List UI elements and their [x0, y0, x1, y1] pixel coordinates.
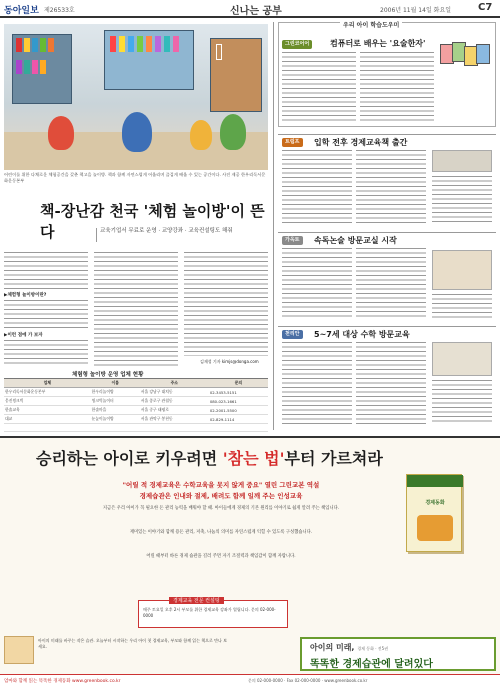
- table-cell: [91, 424, 140, 432]
- child-figure: [48, 116, 74, 150]
- table-cell: 씽크빅놀이터: [91, 397, 140, 406]
- company-tag: 천리안: [282, 330, 303, 339]
- table-cell: 02-2001-5500: [209, 406, 268, 415]
- company-tag: 그린코어어: [282, 40, 312, 49]
- table-cell: 한우리독서문화운동본부: [4, 388, 91, 397]
- body-text-column: [356, 150, 426, 224]
- tutoring-photo: [432, 342, 492, 376]
- table-header-cell: 업체: [4, 379, 91, 388]
- table-cell: 서울 관악구 봉천동: [140, 415, 209, 424]
- child-figure: [220, 114, 246, 150]
- section-title: 신나는 공부: [230, 6, 282, 17]
- table-header-cell: 이름: [91, 379, 140, 388]
- book: [216, 44, 222, 60]
- slogan-line-1: [310, 642, 388, 653]
- table-header-cell: 주소: [140, 379, 209, 388]
- class-photo: [432, 250, 492, 290]
- item-title: 속독논술 방문교실 시작: [314, 236, 397, 245]
- ad-red-line: 경제습관은 인내와 절제, 배려도 함께 일깨 주는 인성교육: [139, 492, 303, 500]
- ad-headline: [36, 446, 383, 469]
- ad-headline-prefix: 승리하는 아이로 키우려면: [36, 449, 223, 468]
- table-row: [4, 415, 268, 424]
- promo-text: 아이의 미래를 바꾸는 작은 습관. 오늘부터 시작하는 우리 아이 첫 경제교육, 부모와 함께 읽는 책으로 만나 보세요.: [38, 638, 228, 649]
- ad-slogan-box: [300, 637, 496, 671]
- body-text-column: [432, 176, 492, 224]
- book-cover-image: [406, 474, 462, 552]
- book: [32, 38, 38, 52]
- ad-paragraph: 어릴 때부터 바른 경제 습관을 길러 주면 자기 조절력과 책임감이 함께 자랍니다.: [146, 554, 296, 559]
- book: [48, 38, 54, 52]
- article-subhead: [96, 228, 276, 235]
- table-cell: [4, 424, 91, 432]
- book: [110, 36, 116, 52]
- byline: 김재성 기자 kimjs@donga.com: [200, 359, 259, 364]
- question-heading: ▶체험형 놀이방이란?: [4, 293, 47, 298]
- body-text-column: [4, 340, 88, 366]
- table-row: [4, 424, 268, 432]
- section-divider: [278, 134, 496, 135]
- body-text-column: [360, 52, 434, 122]
- ad-red-line: "어릴 적 경제교육은 수학교육을 못지 않게 중요" 열린 그린교본 역설: [122, 481, 320, 489]
- company-tag: 트럼프: [282, 138, 303, 147]
- body-text-column: [184, 252, 268, 356]
- body-text-column: [282, 150, 352, 224]
- ad-info-box-text: 매주 토요일 오후 2시 부모를 위한 경제교육 강좌가 열립니다. 문의 02-000-0000: [143, 607, 276, 618]
- body-text-column: [282, 52, 356, 122]
- company-tag: 가옥토: [282, 236, 303, 245]
- question-heading: ▶이런 점에 가 보자: [4, 333, 43, 338]
- table-cell: 한솔교육: [4, 406, 91, 415]
- child-figure: [122, 112, 152, 152]
- table-header-row: [4, 379, 268, 388]
- body-text-column: [432, 294, 492, 320]
- book: [40, 60, 46, 74]
- table-row: [4, 406, 268, 415]
- ad-paragraph: 지금은 우리 아이가 꼭 필요한 돈 관리 능력을 배워야 할 때. 아이들에게 경제의 기본 원리를 이야기로 쉽게 알려 주는 책입니다.: [102, 506, 340, 511]
- footer-left-text: 엄마와 함께 읽는 똑똑한 경제동화 www.greenbook.co.kr: [4, 679, 121, 684]
- section-divider: [278, 326, 496, 327]
- column-divider: [273, 22, 274, 430]
- table-cell: 02-3453-5151: [209, 388, 268, 397]
- ad-footer: [0, 674, 500, 691]
- subhead-line-1: 교육기업서 무료로 운영 · 교양강좌 · 교육컨설팅도 해줘: [100, 228, 233, 234]
- ad-info-box-heading: 경제교육 전문 컨설팅: [169, 597, 224, 604]
- book: [24, 38, 30, 52]
- ad-info-box: [138, 600, 288, 628]
- book-cover: [476, 44, 490, 64]
- slogan-line-2: 똑똑한 경제습관에 달려있다: [310, 659, 433, 670]
- table-cell: 서울 중구 태평로: [140, 406, 209, 415]
- table-row: [4, 388, 268, 397]
- slogan-text: 아이의 미래,: [310, 643, 355, 652]
- table-cell: 웅진씽크빅: [4, 397, 91, 406]
- cover-illustration: [417, 515, 453, 541]
- section-divider: [278, 232, 496, 233]
- book: [40, 38, 46, 52]
- cover-band: [407, 475, 463, 487]
- newspaper-logo: 동아일보: [4, 6, 39, 16]
- book: [155, 36, 161, 52]
- item-title: 컴퓨터로 배우는 '요술한자': [330, 39, 426, 48]
- table-cell: 한솔마을: [91, 406, 140, 415]
- table-cell: 02-829-1114: [209, 415, 268, 424]
- book-product-image: [440, 40, 492, 82]
- table-cell: [209, 424, 268, 432]
- issue-date: 2006년 11월 14일 화요일: [380, 7, 452, 14]
- table-cell: [140, 424, 209, 432]
- book: [128, 36, 134, 52]
- ad-bottom-promo: [4, 636, 230, 670]
- body-text-column: [282, 248, 352, 320]
- issue-number: 제26533호: [44, 7, 75, 14]
- book: [164, 36, 170, 52]
- item-title: 5~7세 대상 수학 방문교육: [314, 330, 410, 339]
- book: [32, 60, 38, 74]
- book: [137, 36, 143, 52]
- child-figure: [190, 120, 212, 150]
- playroom-photo: [4, 24, 268, 170]
- body-text-column: [356, 342, 426, 424]
- book: [146, 36, 152, 52]
- book: [173, 36, 179, 52]
- book: [24, 60, 30, 74]
- book: [16, 38, 22, 52]
- table-title: 체험형 놀이방 운영 업체 현황: [72, 372, 144, 378]
- table-cell: 080-023-1661: [209, 397, 268, 406]
- table-cell: 눈높이놀이방: [91, 415, 140, 424]
- ad-headline-accent: '참는 법': [222, 449, 285, 468]
- footer-right-text: 문의 02-000-0000 · Fax 02-000-0000 · www.greenbook.co.kr: [248, 678, 368, 683]
- body-text-column: [432, 380, 492, 424]
- article-headline: 책-장난감 천국 '체험 놀이방'이 뜬다: [40, 202, 265, 241]
- body-text-column: [282, 342, 352, 424]
- body-text-column: [4, 252, 88, 290]
- box-title: 우리 아이 학습도우미: [340, 20, 402, 29]
- body-text-column: [356, 248, 426, 320]
- cover-title: 경제동화: [425, 500, 445, 506]
- table-header-cell: 문의: [209, 379, 268, 388]
- table-cell: 서울 종로구 관철동: [140, 397, 209, 406]
- book: [16, 60, 22, 74]
- book: [119, 36, 125, 52]
- book-image: [432, 150, 492, 172]
- ad-paragraph: 재미있는 이야기와 함께 용돈 관리, 저축, 나눔의 의미를 자연스럽게 익힐 수 있도록 구성했습니다.: [129, 530, 313, 535]
- body-text-column: [4, 300, 88, 330]
- slogan-subtext: 경제 동화 · 전5권: [357, 646, 389, 651]
- table-row: [4, 397, 268, 406]
- ad-headline-suffix: 부터 가르쳐라: [284, 449, 383, 468]
- page-number: C7: [478, 2, 493, 13]
- table-cell: 대교: [4, 415, 91, 424]
- photo-caption: 어린이를 위한 다채로운 체험공간을 갖춘 책고을 놀이방. 책과 함께 자연스럽게 어울리며 즐겁게 배울 수 있는 공간이다. 사진 제공 한우리독서문화운동본부: [4, 172, 266, 183]
- table-cell: 한우리놀이방: [91, 388, 140, 397]
- body-text-column: [94, 252, 178, 366]
- page-header: [0, 0, 500, 18]
- promo-image: [4, 636, 34, 664]
- item-title: 입학 전후 경제교육책 출간: [314, 138, 408, 147]
- table-cell: 서울 강남구 대치동: [140, 388, 209, 397]
